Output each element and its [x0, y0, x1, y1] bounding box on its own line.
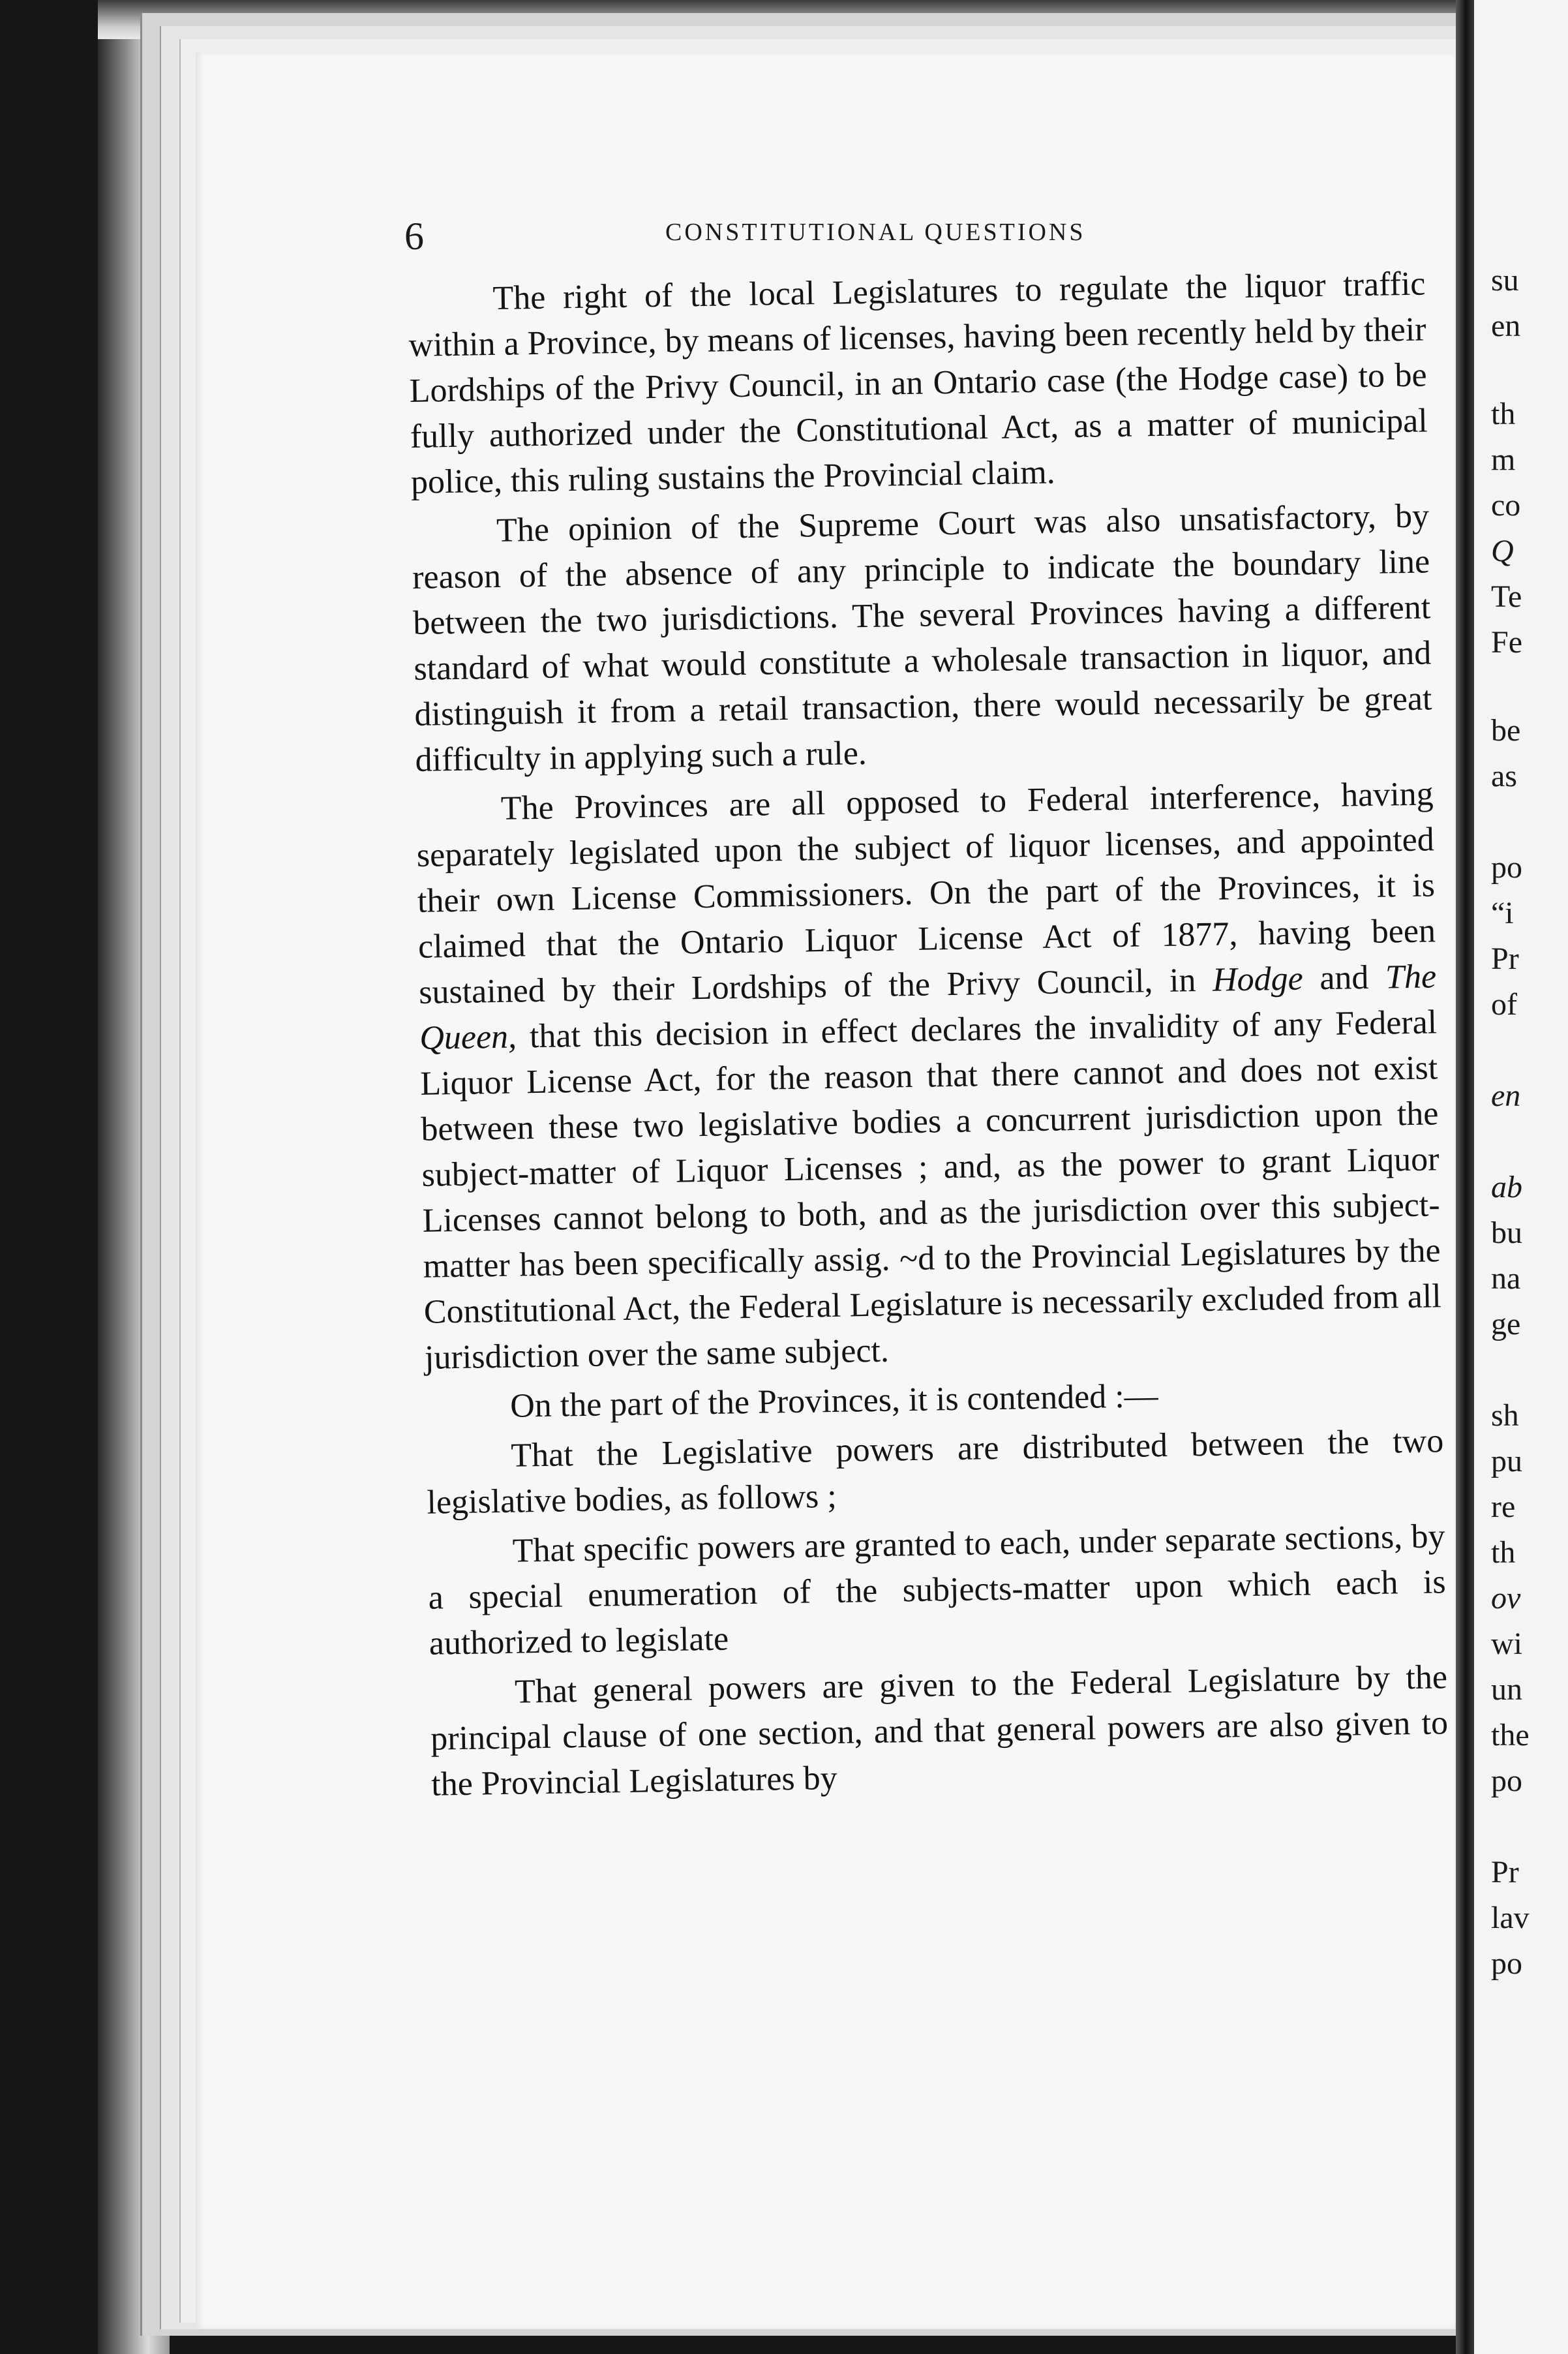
facing-page-line: “i: [1491, 896, 1514, 930]
facing-page-line: un: [1491, 1672, 1522, 1707]
facing-page-line: Q: [1491, 534, 1514, 568]
paragraph-4: On the part of the Provinces, it is contended :—: [509, 1377, 1159, 1425]
facing-page-line: na: [1491, 1261, 1521, 1296]
paragraph-2: The opinion of the Supreme Court was also unsatisfactory, by reason of the absence of any principle to indicate the boundary line between the two jurisdictions. The several Provinces having a different standard of what would constitute a wholesale transaction in liquor, and distinguish it from a retail transaction, there would necessarily be great difficulty in applying such a rule.: [412, 497, 1432, 779]
facing-page-line: en: [1491, 309, 1521, 343]
scan-mark: [802, 2323, 822, 2334]
paragraph-3: [415, 771, 1442, 1381]
facing-page-line: sh: [1491, 1398, 1519, 1433]
facing-page-line: be: [1491, 713, 1521, 748]
facing-page-line: as: [1491, 759, 1517, 793]
case-name-the-queen: The Queen,: [419, 958, 1437, 1057]
facing-page-line: ab: [1491, 1170, 1522, 1204]
facing-page-line: po: [1491, 1946, 1522, 1981]
facing-page-line: re: [1491, 1490, 1516, 1524]
facing-page-line: th: [1491, 1535, 1516, 1570]
running-head: CONSTITUTIONAL QUESTIONS: [665, 219, 1086, 246]
facing-page-line: Fe: [1491, 625, 1522, 660]
paragraph-6: That specific powers are granted to each, under separate sections, by a special enumeration of the subjects-matter upon which each is authorized to legislate: [428, 1518, 1447, 1662]
paragraph-5: That the Legislative powers are distributed between the two legislative bodies, as follows ;: [427, 1422, 1444, 1521]
facing-page-line: lav: [1491, 1901, 1530, 1935]
facing-page-edge: [1474, 0, 1568, 2354]
paragraph-3-text-c: that this decision in effect declares the invalidity of any Federal Liquor License Act, for the reason that there cannot and does not exist between these two legislative bodies a concurrent jurisdiction upon the subject-matter of Liquor Licenses ; and, as the power to grant Liquor Licenses cannot belong to both, and as the jurisdiction over this subject-matter has been specifically assig. ~d to the Provincial Legislatures by the Constitutional Act, the Federal Legislature is necessarily excluded from all jurisdiction over the same subject.: [419, 1003, 1442, 1377]
facing-page-line: bu: [1491, 1215, 1522, 1250]
paragraph-3-text-b: and: [1303, 958, 1386, 998]
case-name-hodge: Hodge: [1212, 960, 1304, 999]
facing-page-line: the: [1491, 1718, 1530, 1752]
facing-page-line: co: [1491, 488, 1521, 523]
facing-page-line: of: [1491, 987, 1517, 1022]
facing-page-line: ge: [1491, 1307, 1521, 1341]
page-number: 6: [404, 215, 424, 258]
facing-page-line: th: [1491, 397, 1516, 431]
facing-page-line: po: [1491, 850, 1522, 885]
facing-page-line: pu: [1491, 1444, 1522, 1478]
facing-page-line: en: [1491, 1078, 1521, 1113]
facing-page-line: Te: [1491, 579, 1522, 614]
paragraph-1: The right of the local Legislatures to regulate the liquor traffic within a Province, by means of licenses, having been recently held by their Lordships of the Privy Council, in an Ontario case (the Hodge case) to be fully authorized under the Constitutional Act, as a matter of municipal police, this ruling sustains the Provincial claim.: [408, 265, 1428, 501]
facing-page-line: su: [1491, 263, 1519, 298]
body-text: [408, 261, 1449, 1811]
page-header: [404, 209, 1435, 261]
facing-page-line: Pr: [1491, 941, 1519, 976]
book-gutter: [1456, 0, 1474, 2354]
facing-page-line: ov: [1491, 1581, 1521, 1615]
facing-page-line: po: [1491, 1764, 1522, 1798]
facing-page-line: m: [1491, 442, 1516, 477]
paragraph-3-text-a: The Provinces are all opposed to Federal interference, having separately legislated upon the subject of liquor licenses, and appointed their own License Commissioners. On the part of the Provinces, it is claimed that the Ontario Liquor License Act of 1877, having been sustained by their Lordships of the Privy Council, in: [416, 775, 1436, 1011]
facing-page-line: Pr: [1491, 1855, 1519, 1889]
paragraph-7: That general powers are given to the Federal Legislature by the principal clause of one section, and that general powers are also given to the Provincial Legislatures by: [430, 1658, 1449, 1803]
facing-page-line: wi: [1491, 1627, 1522, 1661]
